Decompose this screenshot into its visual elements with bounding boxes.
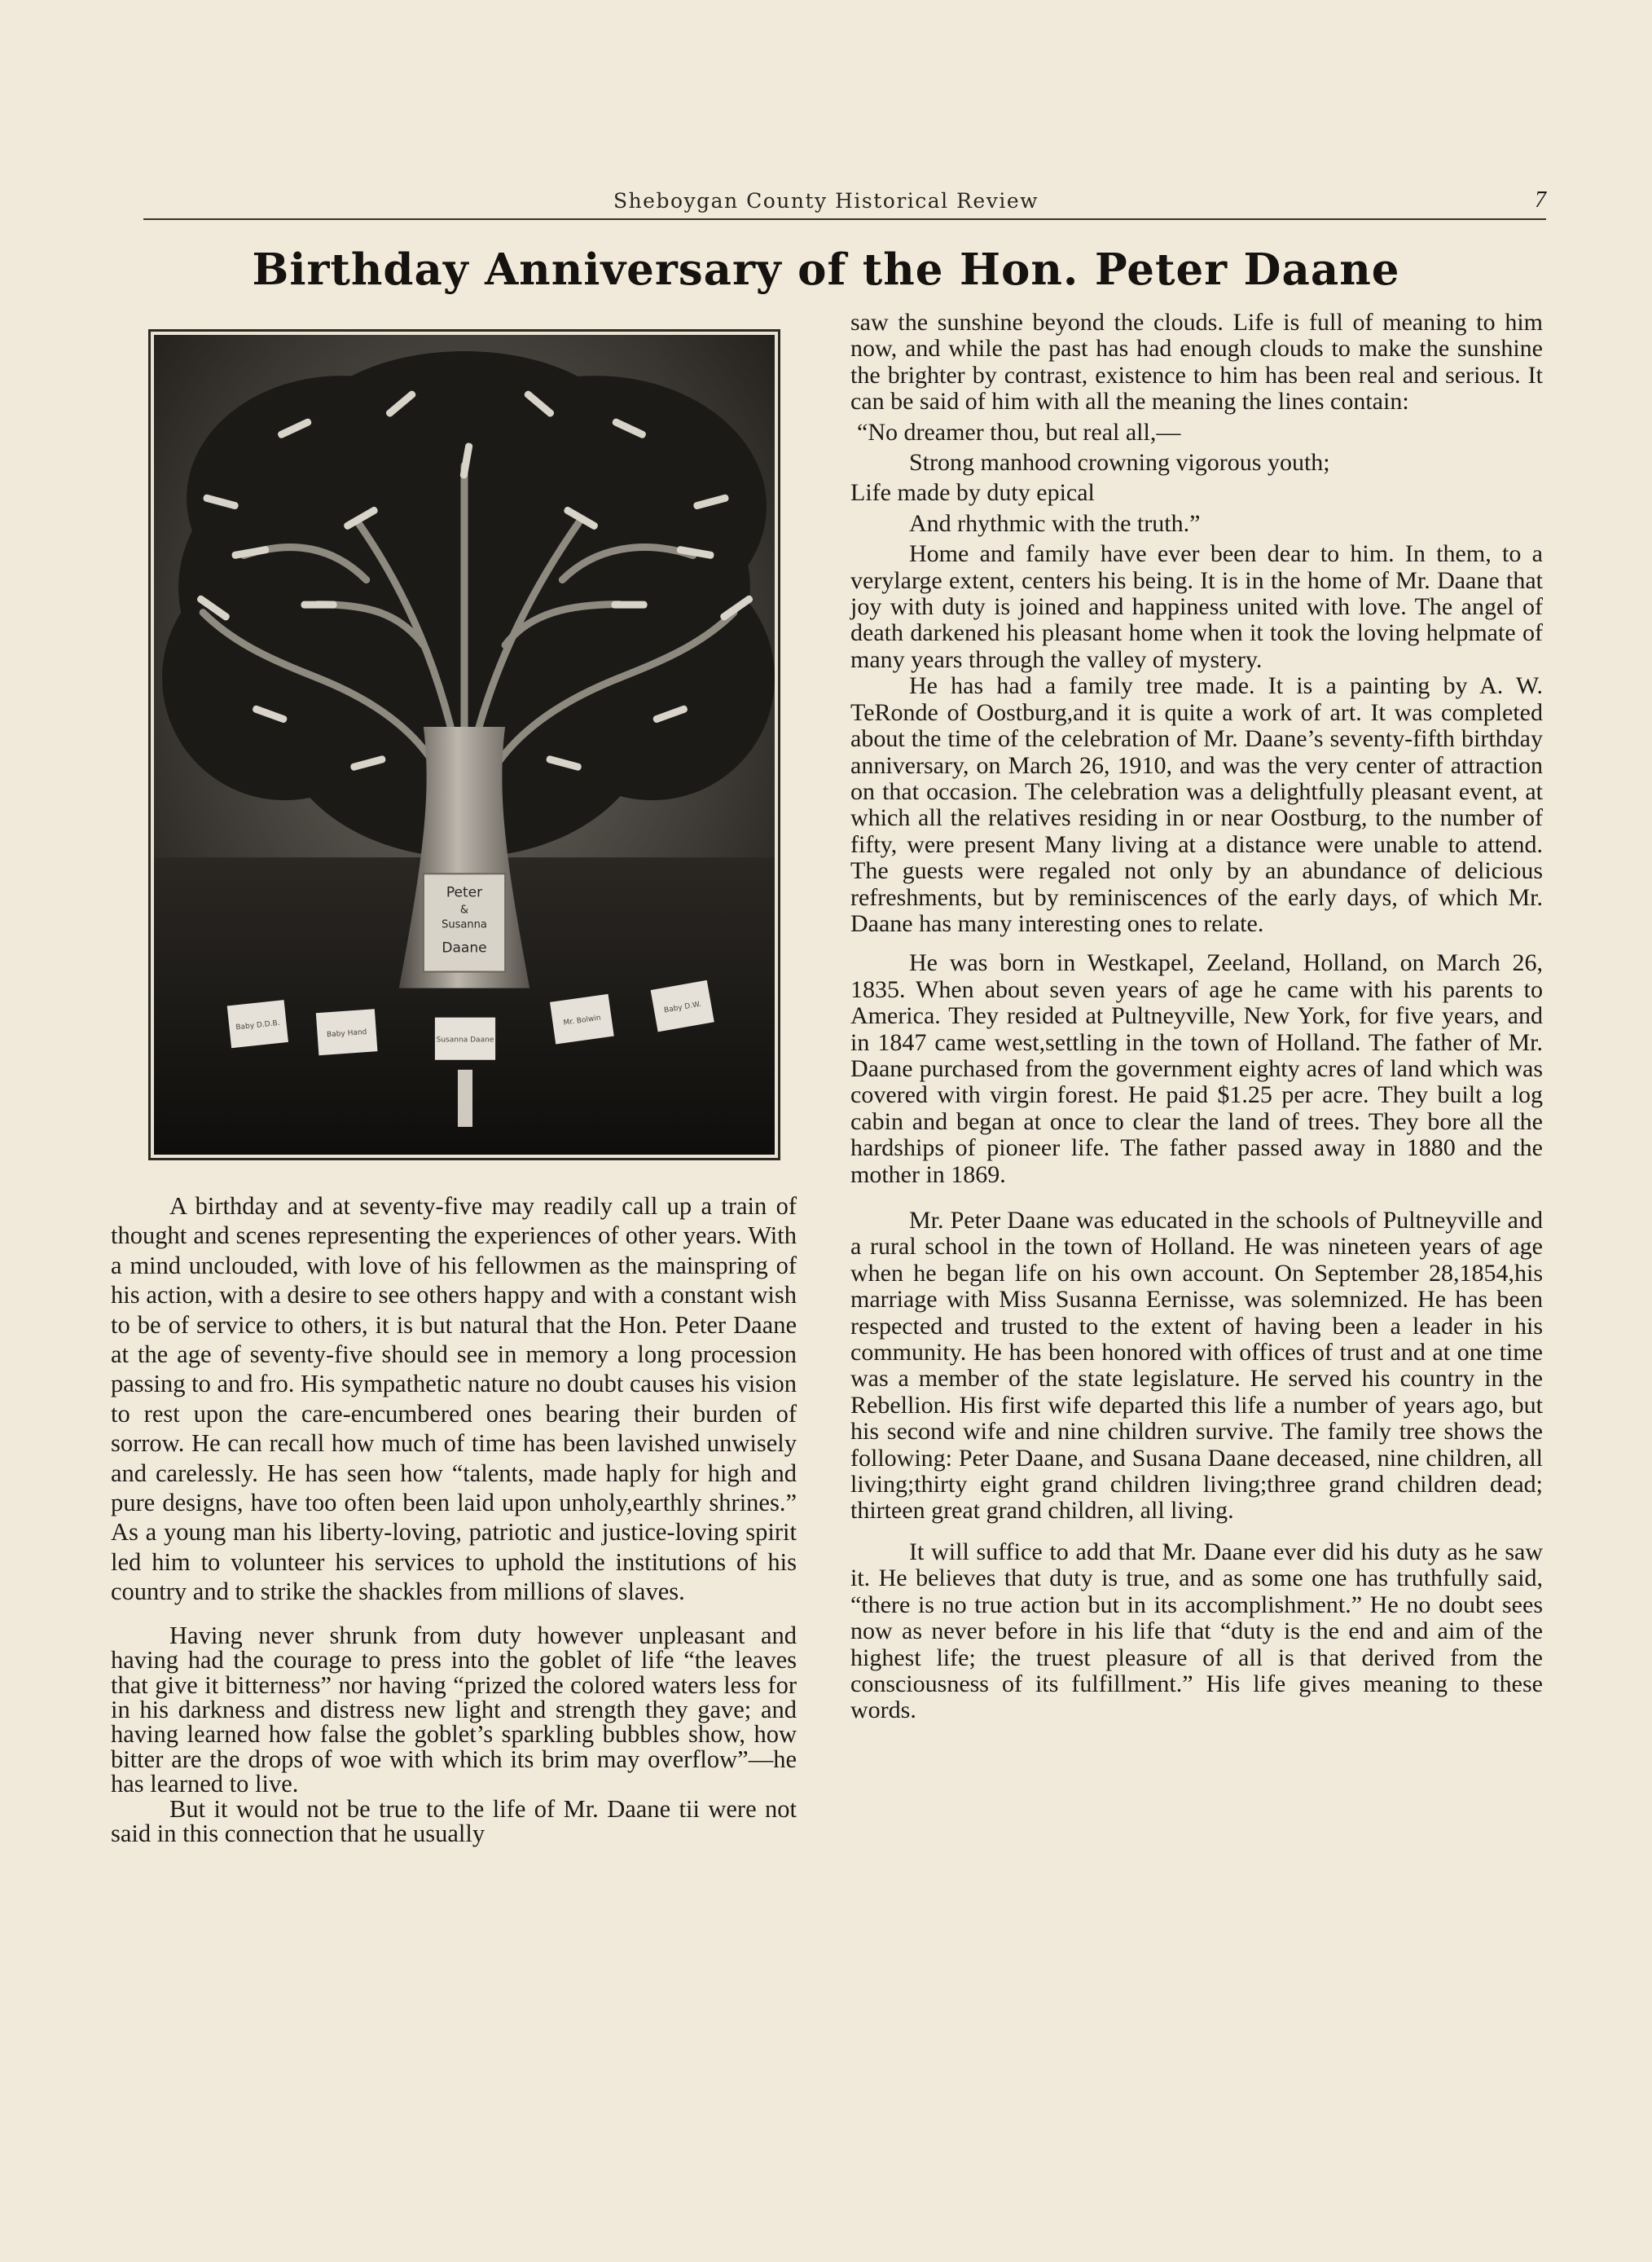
right-paragraph-1: Home and family have ever been dear to him. In them, to a verylarge extent, centers his being. It is in the home of Mr. Daane that joy with duty is joined and happiness united with love. The angel of death darkened his pleasant home when it took the loving helpmate of many years through the valley of mystery. bbox=[850, 540, 1543, 673]
trunk-label-line-4: Daane bbox=[442, 940, 487, 957]
base-plaque-4: Mr. Bolwin bbox=[563, 1014, 602, 1028]
page-number: 7 bbox=[1535, 187, 1546, 213]
left-column bbox=[111, 1191, 797, 1846]
left-paragraph-2: Having never shrunk from duty however unpleasant and having had the courage to press into the goblet of life “the leaves that give it bitterness” nor having “prized the colored waters less for in his darkness and distress new light and strength they gave; and having learned how false the goblet’s sparkling bubbles show, how bitter are the drops of woe with which its brim may overflow”—he has learned to live. bbox=[111, 1621, 797, 1798]
right-column bbox=[850, 310, 1543, 1724]
poem-line-2: Strong manhood crowning vigorous youth; bbox=[909, 449, 1330, 477]
family-tree-photo bbox=[148, 329, 780, 1160]
right-paragraph-3: He was born in Westkapel, Zeeland, Holland, on March 26, 1835. When about seven years of age he came with his parents to America. They resided at Pultneyville, New York, for five years, and in 1847 came west,settling in the town of Holland. The father of Mr. Daane purchased from the government eighty acres of land which was covered with virgin forest. He paid $1.25 per acre. They built a log cabin and began at once to clear the land of trees. They bore all the hardships of pioneer life. The father passed away in 1880 and the mother in 1869. bbox=[850, 949, 1543, 1188]
base-plaque-1: Baby D.D.B. bbox=[235, 1019, 281, 1032]
base-plaque-3: Susanna Daane bbox=[436, 1036, 494, 1045]
trunk-label-line-3: Susanna bbox=[442, 918, 487, 931]
right-paragraph-2: He has had a family tree made. It is a painting by A. W. TeRonde of Oostburg,and it is quite a work of art. It was completed about the time of the celebration of Mr. Daane’s seventy-fifth birthday anniversary, on March 26, 1910, and was the very center of attraction on that occasion. The celebration was a delightfully pleasant event, at which all the relatives residing in or near Oostburg, to the number of fifty, were present Many living at a distance were unable to attend. The guests were regaled not only by an abundance of delicious refreshments, but by reminiscences of the early days, of which Mr. Daane has many interesting ones to relate. bbox=[850, 672, 1543, 937]
trunk-label-line-2: & bbox=[459, 904, 469, 917]
right-intro: saw the sunshine beyond the clouds. Life is full of meaning to him now, and while the past has had enough clouds to make the sunshine the brighter by contrast, existence to him has been real and serious. It can be said of him with all the meaning the lines contain: bbox=[850, 309, 1543, 416]
running-head: Sheboygan County Historical Review bbox=[613, 189, 1039, 213]
left-paragraph-1: A birthday and at seventy-five may readily call up a train of thought and scenes representing the experiences of other years. With a mind unclouded, with love of his fellowmen as the mainspring of his action, with a desire to see others happy and with a constant wish to be of service to others, it is but natural that the Hon. Peter Daane at the age of seventy-five should see in memory a long procession passing to and fro. His sympathetic nature no doubt causes his vision to rest upon the care-encumbered ones bearing their burden of sorrow. He can recall how much of time has been lavished unwisely and carelessly. He has seen how “talents, made haply for high and pure designs, have too often been laid upon unholy,earthly shrines.” As a young man his liberty-loving, patriotic and justice-loving spirit led him to volunteer his services to uphold the institutions of his country and to strike the shackles from millions of slaves. bbox=[111, 1192, 797, 1606]
trunk-label-line-1: Peter bbox=[446, 884, 483, 901]
poem-line-3: Life made by duty epical bbox=[850, 479, 1095, 507]
article-title: Birthday Anniversary of the Hon. Peter Daane bbox=[252, 244, 1400, 295]
header-rule bbox=[143, 218, 1546, 220]
left-paragraph-3: But it would not be true to the life of Mr. Daane tii were not said in this connection that he usually bbox=[111, 1794, 797, 1847]
right-paragraph-5: It will suffice to add that Mr. Daane ever did his duty as he saw it. He believes that duty is true, and as some one has truthfully said, “there is no true action but in its accomplishment.” He no doubt sees now as never before in his life that “duty is the end and aim of the highest life; the truest pleasure of all is that derived from the consciousness of its fulfillment.” His life gives meaning to these words. bbox=[850, 1538, 1543, 1724]
family-tree-painting bbox=[154, 335, 775, 1155]
poem-line-1: “No dreamer thou, but real all,— bbox=[857, 418, 1181, 446]
poem bbox=[850, 420, 1543, 538]
right-paragraph-4: Mr. Peter Daane was educated in the schools of Pultneyville and a rural school in the town of Holland. He was nineteen years of age when he began life on his own account. On September 28,1854,his marriage with Miss Susanna Eernisse, was solemnized. He has been respected and trusted to the extent of having been a leader in his community. He has been honored with offices of trust and at one time was a member of the state legislature. He served his country in the Rebellion. His first wife departed this life a number of years ago, but his second wife and nine children survive. The family tree shows the following: Peter Daane, and Susana Daane deceased, nine children, all living;thirty eight grand children living;three grand children dead; thirteen great grand children, all living. bbox=[850, 1207, 1543, 1525]
poem-line-4: And rhythmic with the truth.” bbox=[909, 509, 1201, 537]
base-plaque-2: Baby Hand bbox=[326, 1028, 367, 1040]
base-plaque-5: Baby D.W. bbox=[663, 1000, 702, 1015]
